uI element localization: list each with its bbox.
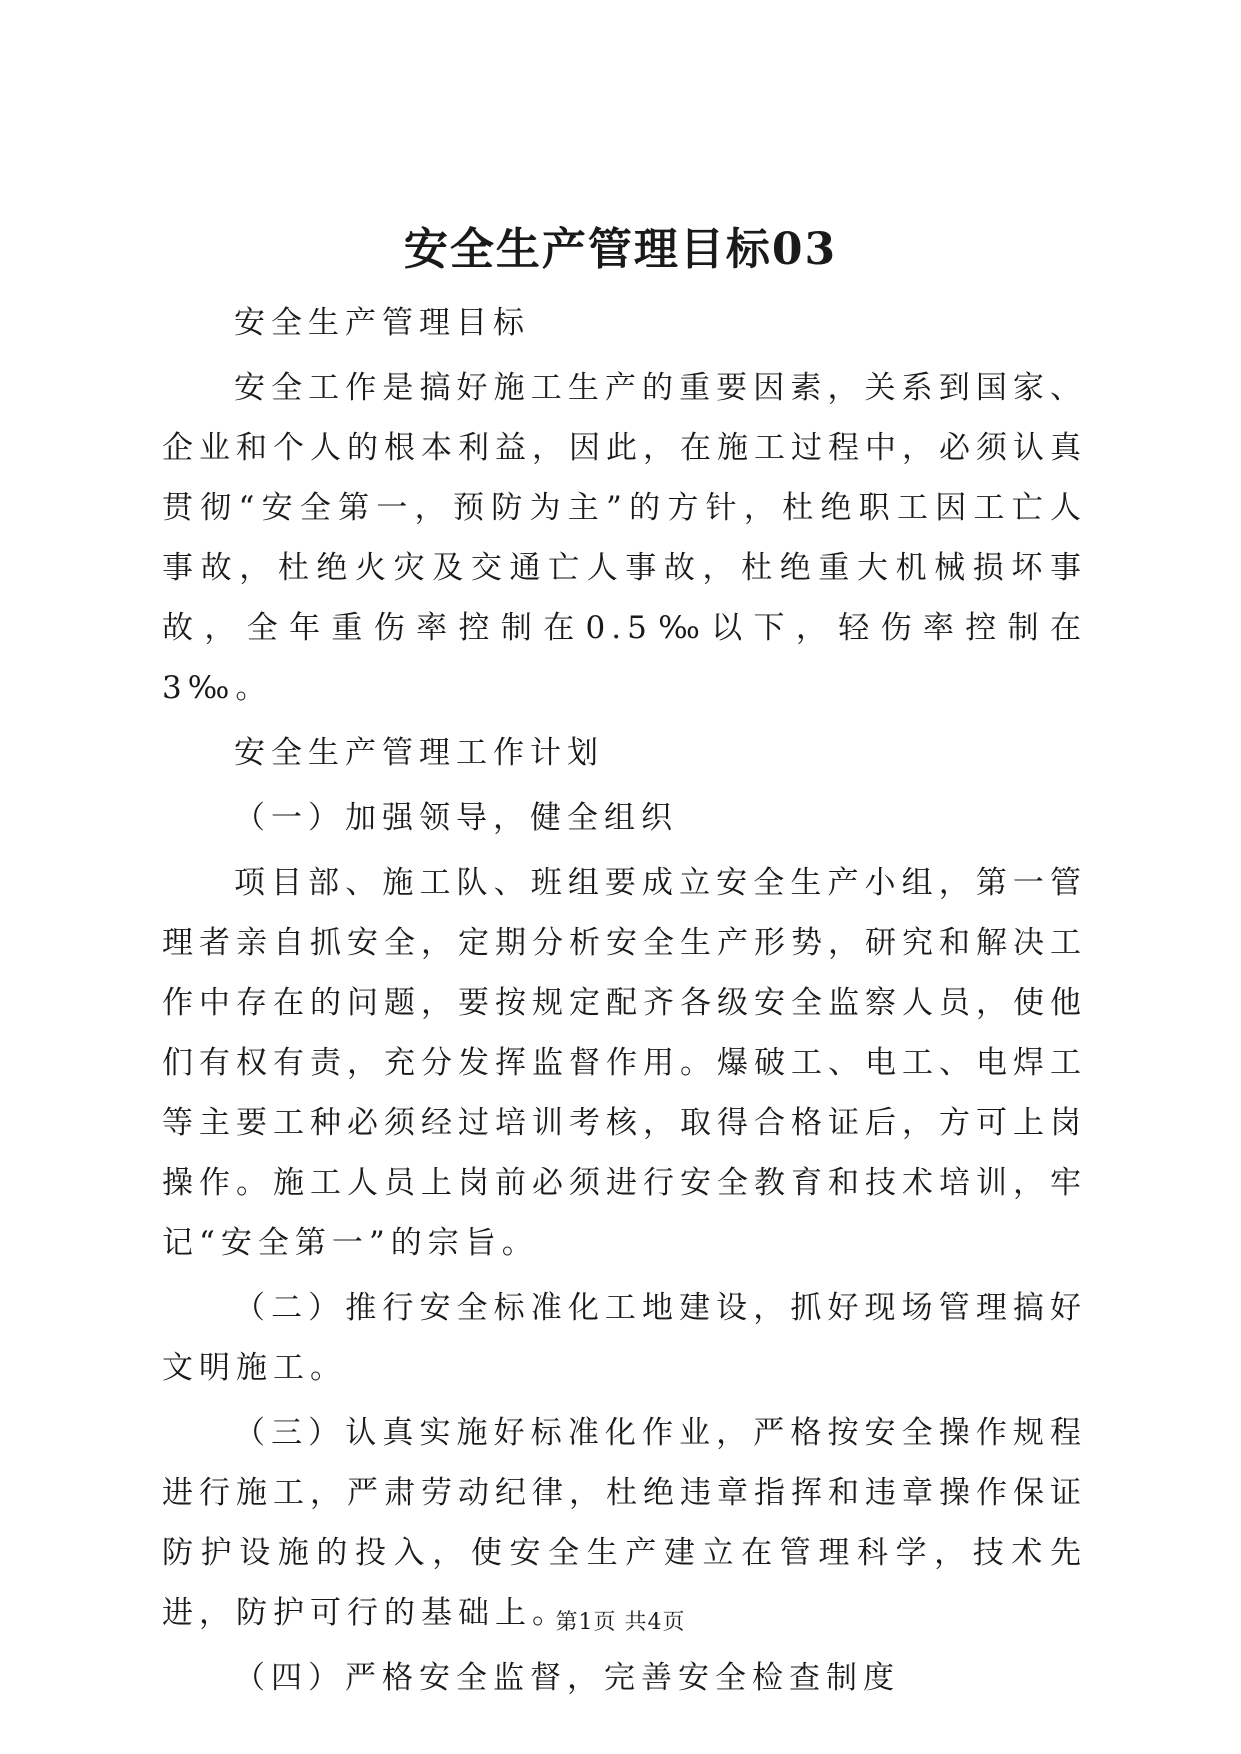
paragraph-item-1-heading: （一）加强领导，健全组织 <box>234 800 678 836</box>
document-title: 安全生产管理目标03 <box>403 224 838 275</box>
paragraph-goals-body: 安全工作是搞好施工生产的重要因素，关系到国家、企业和个人的根本利益，因此，在施工过程中，必须认真贯彻“安全第一，预防为主”的方针，杜绝职工因工亡人事故，杜绝火灾及交通亡人事故，杜绝重大机械损坏事故，全年重伤率控制在0.5‰以下，轻伤率控制在3‰。 <box>162 370 1087 706</box>
paragraph-item-2: （二）推行安全标准化工地建设，抓好现场管理搞好文明施工。 <box>162 1290 1087 1386</box>
paragraph-heading-plan: 安全生产管理工作计划 <box>234 735 604 771</box>
paragraph-item-1-body: 项目部、施工队、班组要成立安全生产小组，第一管理者亲自抓安全，定期分析安全生产形势，研究和解决工作中存在的问题，要按规定配齐各级安全监察人员，使他们有权有责，充分发挥监督作用。爆破工、电工、电焊工等主要工种必须经过培训考核，取得合格证后，方可上岗操作。施工人员上岗前必须进行安全教育和技术培训，牢记“安全第一”的宗旨。 <box>162 865 1087 1261</box>
document-body <box>162 293 1087 1713</box>
page-number-footer: 第1页 共4页 <box>555 1610 686 1635</box>
paragraph-heading-goals: 安全生产管理目标 <box>234 305 530 341</box>
paragraph-item-3: （三）认真实施好标准化作业，严格按安全操作规程进行施工，严肃劳动纪律，杜绝违章指挥和违章操作保证防护设施的投入，使安全生产建立在管理科学，技术先进，防护可行的基础上。 <box>162 1415 1087 1631</box>
paragraph-item-4: （四）严格安全监督，完善安全检查制度 <box>234 1660 900 1696</box>
